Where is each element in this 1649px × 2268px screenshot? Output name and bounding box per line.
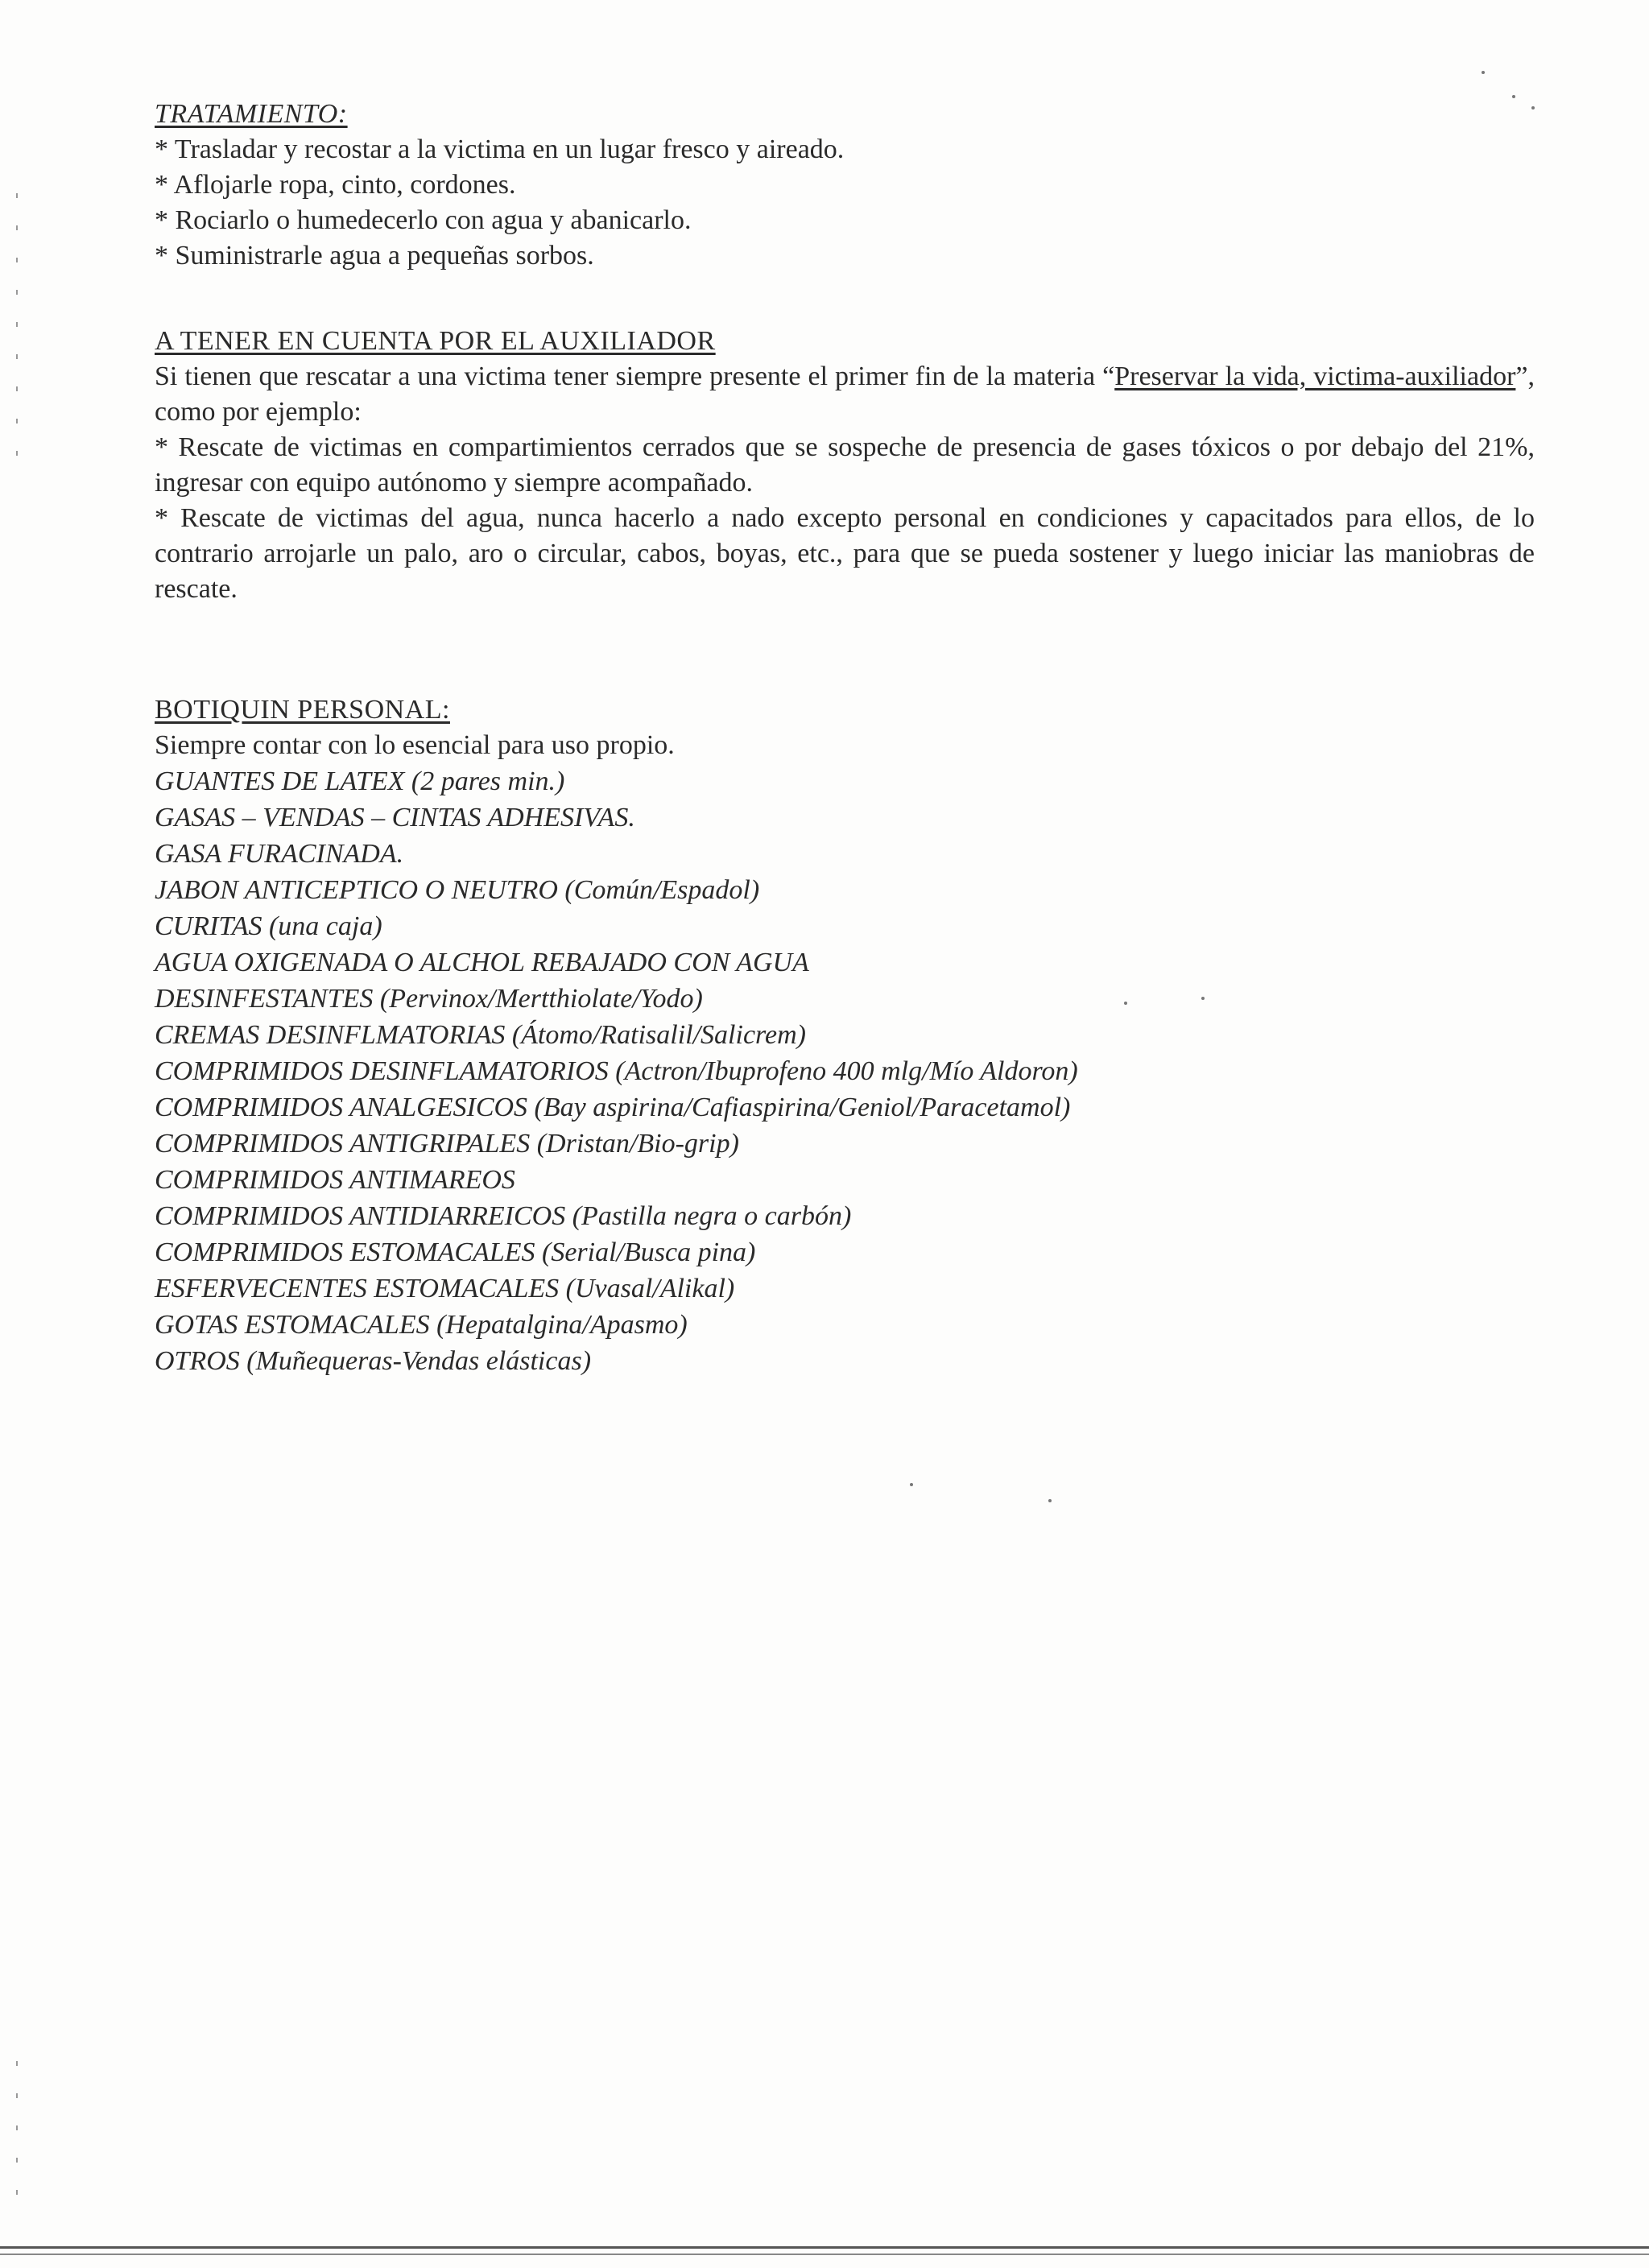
botiquin-item: GASAS – VENDAS – CINTAS ADHESIVAS. bbox=[155, 803, 635, 832]
tratamiento-section bbox=[155, 97, 1535, 274]
auxiliador-bullet: * Rescate de victimas en compartimientos cerrados que se sospeche de presencia de gases tóxicos o por debajo del 21%, ingresar con equipo autónomo y siempre acompañado. bbox=[155, 432, 1535, 498]
auxiliador-intro bbox=[155, 359, 1535, 430]
auxiliador-intro-quote: Preservar la vida, victima-auxiliador bbox=[1114, 361, 1516, 391]
botiquin-item: DESINFESTANTES (Pervinox/Mertthiolate/Yodo) bbox=[155, 984, 703, 1014]
scan-edge-marks-bottom bbox=[16, 2061, 18, 2222]
botiquin-item: ESFERVECENTES ESTOMACALES (Uvasal/Alikal) bbox=[155, 1274, 735, 1303]
botiquin-intro: Siempre contar con lo esencial para uso propio. bbox=[155, 730, 675, 760]
botiquin-item: COMPRIMIDOS ANTIDIARREICOS (Pastilla negra o carbón) bbox=[155, 1201, 852, 1231]
tratamiento-item: * Trasladar y recostar a la victima en un lugar fresco y aireado. bbox=[155, 134, 845, 164]
tratamiento-item: * Suministrarle agua a pequeñas sorbos. bbox=[155, 241, 594, 271]
botiquin-section bbox=[155, 692, 1535, 1379]
auxiliador-heading: A TENER EN CUENTA POR EL AUXILIADOR bbox=[155, 326, 716, 356]
botiquin-item: COMPRIMIDOS ANALGESICOS (Bay aspirina/Cafiaspirina/Geniol/Paracetamol) bbox=[155, 1093, 1071, 1122]
botiquin-item: CURITAS (una caja) bbox=[155, 911, 382, 941]
scan-speck bbox=[1482, 71, 1485, 74]
scan-edge-marks bbox=[16, 193, 18, 483]
auxiliador-bullet: * Rescate de victimas del agua, nunca hacerlo a nado excepto personal en condiciones y capacitados para ellos, de lo contrario arrojarle un palo, aro o circular, cabos, boyas, etc., para que se pueda sostener y luego iniciar las maniobras de rescate. bbox=[155, 503, 1535, 604]
botiquin-item: AGUA OXIGENADA O ALCHOL REBAJADO CON AGUA bbox=[155, 948, 809, 977]
botiquin-item: COMPRIMIDOS ANTIMAREOS bbox=[155, 1165, 515, 1195]
auxiliador-intro-start: Si tienen que rescatar a una victima tener siempre presente el primer fin de la materia “ bbox=[155, 361, 1115, 391]
auxiliador-section bbox=[155, 324, 1535, 607]
scan-speck bbox=[1048, 1499, 1052, 1502]
page-bottom-border-secondary bbox=[0, 2254, 1649, 2255]
botiquin-item: OTROS (Muñequeras-Vendas elásticas) bbox=[155, 1346, 592, 1376]
botiquin-item: GUANTES DE LATEX (2 pares min.) bbox=[155, 766, 565, 796]
auxiliador-intro-end: ”, como por ejemplo: bbox=[155, 361, 1535, 427]
scan-speck bbox=[910, 1483, 913, 1486]
tratamiento-heading: TRATAMIENTO: bbox=[155, 99, 348, 129]
botiquin-item: COMPRIMIDOS ESTOMACALES (Serial/Busca pina) bbox=[155, 1237, 756, 1267]
botiquin-item: COMPRIMIDOS ANTIGRIPALES (Dristan/Bio-grip) bbox=[155, 1129, 739, 1159]
botiquin-item: GOTAS ESTOMACALES (Hepatalgina/Apasmo) bbox=[155, 1310, 688, 1340]
botiquin-item: CREMAS DESINFLMATORIAS (Átomo/Ratisalil/Salicrem) bbox=[155, 1020, 806, 1050]
tratamiento-item: * Rociarlo o humedecerlo con agua y abanicarlo. bbox=[155, 205, 692, 235]
botiquin-item: GASA FURACINADA. bbox=[155, 839, 404, 869]
botiquin-item: COMPRIMIDOS DESINFLAMATORIOS (Actron/Ibuprofeno 400 mlg/Mío Aldoron) bbox=[155, 1056, 1078, 1086]
page-bottom-border bbox=[0, 2246, 1649, 2249]
botiquin-list bbox=[155, 763, 1535, 1379]
botiquin-item: JABON ANTICEPTICO O NEUTRO (Común/Espadol) bbox=[155, 875, 760, 905]
tratamiento-item: * Aflojarle ropa, cinto, cordones. bbox=[155, 170, 516, 200]
botiquin-heading: BOTIQUIN PERSONAL: bbox=[155, 695, 450, 725]
